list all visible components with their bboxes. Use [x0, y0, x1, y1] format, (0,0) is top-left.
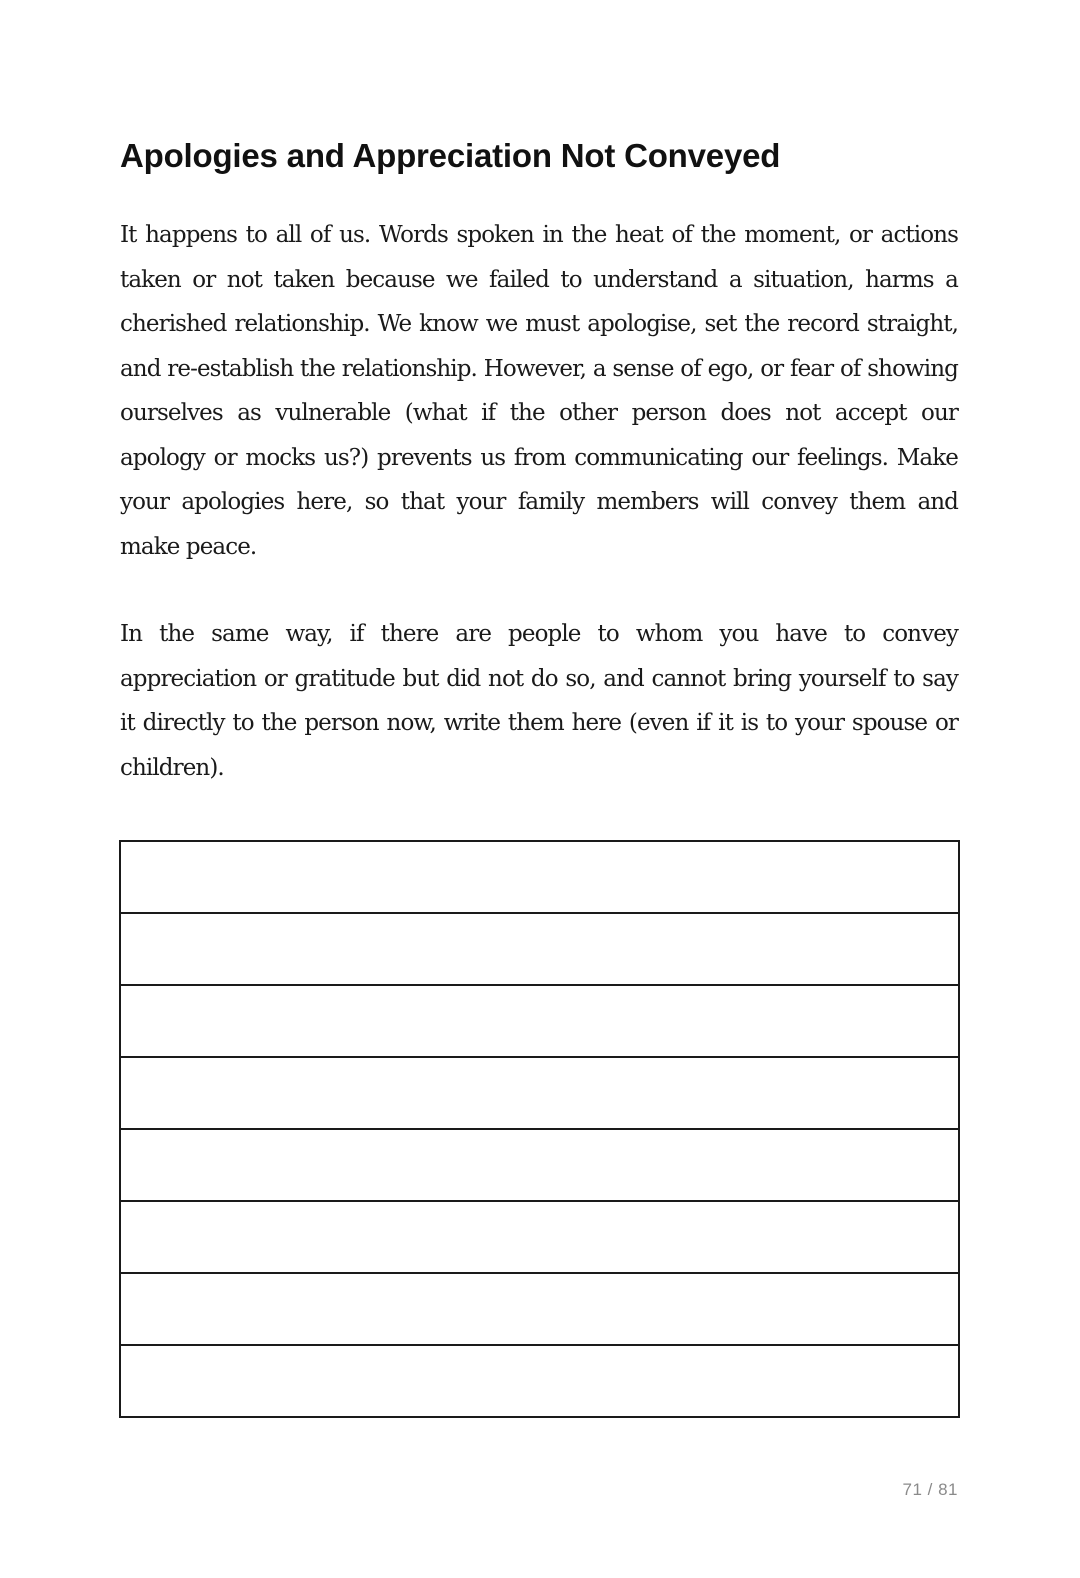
writing-line[interactable]	[121, 1058, 958, 1130]
writing-line[interactable]	[121, 1130, 958, 1202]
writing-line[interactable]	[121, 1346, 958, 1416]
page-title: Apologies and Appreciation Not Conveyed	[120, 137, 781, 174]
body-paragraph: It happens to all of us. Words spoken in the heat of the moment, or actions taken or not taken because we failed to understand a situation, harms a cherished relationship. We know we must apologise, set the record straight, and re-establish the relationship. However, a sense of ego, or fear of showing ourselves as vulnerable (what if the other person does not accept our apology or mocks us?) prevents us from communicating our feelings. Make your apologies here, so that your family members will convey them and make peace.	[120, 222, 958, 560]
writing-line[interactable]	[121, 914, 958, 986]
writing-line[interactable]	[121, 986, 958, 1058]
writing-line[interactable]	[121, 1274, 958, 1346]
writing-line[interactable]	[121, 1202, 958, 1274]
body-paragraph: In the same way, if there are people to whom you have to convey appreciation or gratitude but did not do so, and cannot bring yourself to say it directly to the person now, write them here (even if it is to your spouse or children).	[120, 621, 958, 781]
writing-lines-box[interactable]	[119, 840, 960, 1418]
writing-line[interactable]	[121, 842, 958, 914]
page-number: 71 / 81	[902, 1480, 958, 1499]
